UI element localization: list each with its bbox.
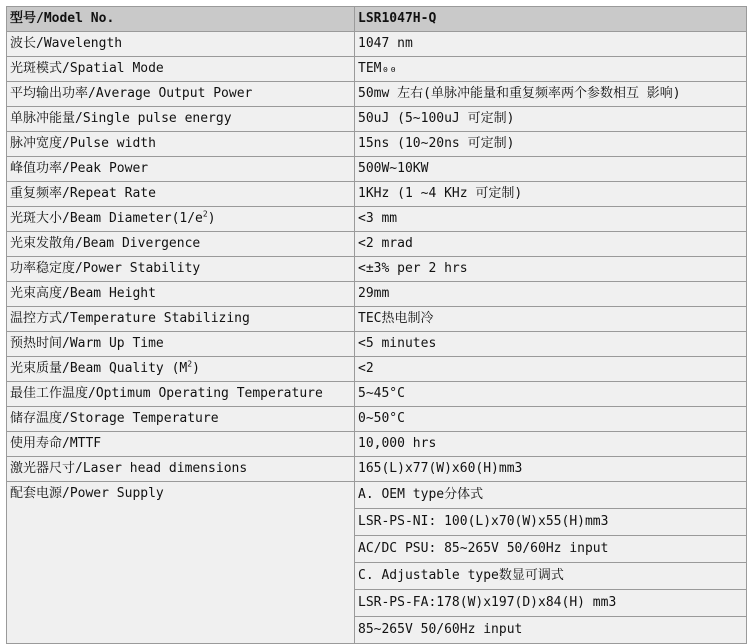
param-cell: 激光器尺寸/Laser head dimensions (7, 457, 355, 482)
param-cell (7, 357, 355, 382)
table-row (7, 407, 747, 432)
param-cell (7, 207, 355, 232)
value-cell: 29mm (355, 282, 747, 307)
header-value-cell: LSR1047H-Q (355, 7, 747, 32)
value-cell: 165(L)x77(W)x60(H)mm3 (355, 457, 747, 482)
table-row (7, 457, 747, 482)
value-cell: TEC热电制冷 (355, 307, 747, 332)
power-supply-line: A. OEM type分体式 (355, 482, 747, 509)
param-cell: 预热时间/Warm Up Time (7, 332, 355, 357)
value-cell: 1047 nm (355, 32, 747, 57)
table-header-row (7, 7, 747, 32)
table-row (7, 482, 747, 509)
param-cell: 波长/Wavelength (7, 32, 355, 57)
param-cell: 温控方式/Temperature Stabilizing (7, 307, 355, 332)
value-cell: 50uJ (5~100uJ 可定制) (355, 107, 747, 132)
table-row (7, 82, 747, 107)
param-label-tail: ) (192, 361, 200, 376)
param-cell: 平均输出功率/Average Output Power (7, 82, 355, 107)
value-cell: 50mw 左右(单脉冲能量和重复频率两个参数相互 影响) (355, 82, 747, 107)
param-cell: 使用寿命/MTTF (7, 432, 355, 457)
value-cell: 0~50°C (355, 407, 747, 432)
param-cell: 最佳工作温度/Optimum Operating Temperature (7, 382, 355, 407)
param-cell: 光束高度/Beam Height (7, 282, 355, 307)
table-row (7, 107, 747, 132)
value-cell: <3 mm (355, 207, 747, 232)
value-cell: 10,000 hrs (355, 432, 747, 457)
param-cell: 单脉冲能量/Single pulse energy (7, 107, 355, 132)
param-label: 光斑大小/Beam Diameter(1/e (10, 211, 203, 226)
power-supply-line: LSR-PS-FA:178(W)x197(D)x84(H) mm3 (355, 590, 747, 617)
param-cell: 光斑模式/Spatial Mode (7, 57, 355, 82)
table-row (7, 157, 747, 182)
table-row (7, 232, 747, 257)
table-row (7, 282, 747, 307)
param-cell: 脉冲宽度/Pulse width (7, 132, 355, 157)
spec-table (6, 6, 747, 644)
param-label-tail: ) (207, 211, 216, 226)
param-cell: 重复频率/Repeat Rate (7, 182, 355, 207)
table-row (7, 32, 747, 57)
value-cell: 1KHz (1 ~4 KHz 可定制) (355, 182, 747, 207)
table-row (7, 357, 747, 382)
header-param-cell: 型号/Model No. (7, 7, 355, 32)
param-cell: 光束发散角/Beam Divergence (7, 232, 355, 257)
param-label: 光束质量/Beam Quality (M (10, 361, 188, 376)
power-supply-param-cell: 配套电源/Power Supply (7, 482, 355, 644)
table-row (7, 182, 747, 207)
value-cell: <2 (355, 357, 747, 382)
table-row (7, 132, 747, 157)
value-cell: TEM₀₀ (355, 57, 747, 82)
param-cell: 峰值功率/Peak Power (7, 157, 355, 182)
power-supply-line: 85~265V 50/60Hz input (355, 617, 747, 644)
power-supply-line: C. Adjustable type数显可调式 (355, 563, 747, 590)
power-supply-line: LSR-PS-NI: 100(L)x70(W)x55(H)mm3 (355, 509, 747, 536)
param-superscript: 2 (187, 359, 193, 369)
value-cell: <2 mrad (355, 232, 747, 257)
param-cell: 储存温度/Storage Temperature (7, 407, 355, 432)
table-row (7, 207, 747, 232)
value-cell: 500W~10KW (355, 157, 747, 182)
value-cell: <±3% per 2 hrs (355, 257, 747, 282)
table-row (7, 332, 747, 357)
param-superscript: 2 (202, 209, 208, 219)
table-row (7, 57, 747, 82)
power-supply-line: AC/DC PSU: 85~265V 50/60Hz input (355, 536, 747, 563)
table-row (7, 257, 747, 282)
value-cell: 5~45°C (355, 382, 747, 407)
table-row (7, 432, 747, 457)
value-cell: 15ns (10~20ns 可定制) (355, 132, 747, 157)
table-row (7, 382, 747, 407)
param-cell: 功率稳定度/Power Stability (7, 257, 355, 282)
table-row (7, 307, 747, 332)
value-cell: <5 minutes (355, 332, 747, 357)
